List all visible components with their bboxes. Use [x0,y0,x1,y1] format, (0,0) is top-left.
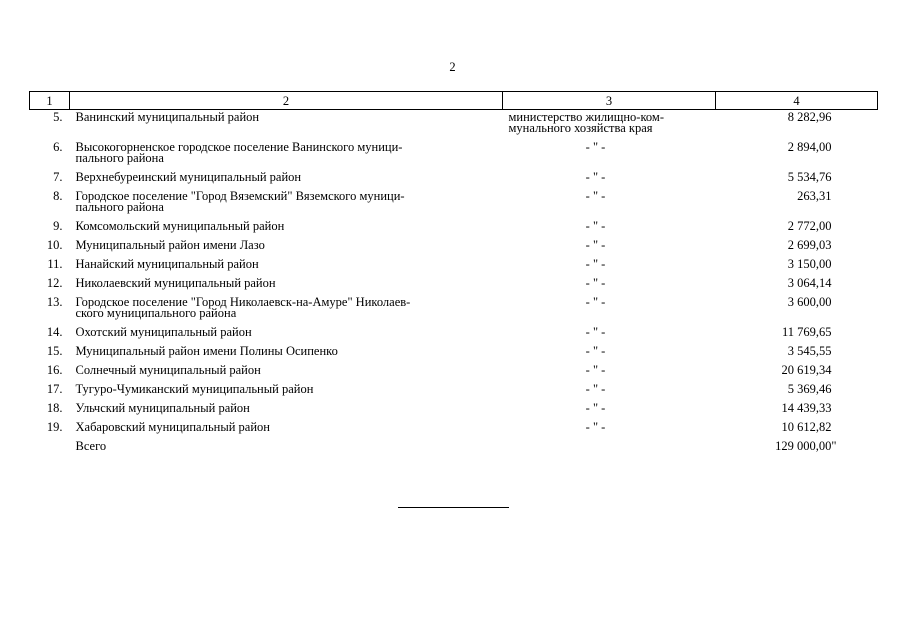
row-number: 15. [46,344,63,358]
municipality-name [70,217,503,236]
municipality-name-line: пального района [75,151,164,165]
table-row [30,293,878,323]
table-row [30,217,878,236]
total-empty-cell [30,437,70,456]
municipality-name [70,168,503,187]
municipality-name-line: ского муниципального района [75,306,237,320]
ministry-cell [503,380,716,399]
municipality-name-line: Тугуро-Чумиканский муниципальный район [75,382,314,396]
municipality-name [70,342,503,361]
page-number: 2 [449,60,456,74]
amount-cell: 3 150,00 [787,257,832,271]
row-number: 10. [46,238,63,252]
end-divider-line [398,507,509,508]
row-number: 7. [53,170,63,184]
ministry-line: - " - [585,401,606,415]
amount-cell: 2 699,03 [787,238,832,252]
municipality-name [70,361,503,380]
table-row [30,236,878,255]
ministry-line: - " - [585,276,606,290]
municipality-name-line: Городское поселение "Город Николаевск-на-Амуре" Николаев- [75,295,411,309]
amount-cell: 3 600,00 [787,295,832,309]
ministry-line: - " - [585,238,606,252]
municipality-name-line: пального района [75,200,164,214]
ministry-line: - " - [585,189,606,203]
municipality-name [70,323,503,342]
municipality-name-line: Николаевский муниципальный район [75,276,276,290]
municipality-name-line: Городское поселение "Город Вяземский" Вяземского муници- [75,189,405,203]
ministry-cell [503,217,716,236]
table-row [30,399,878,418]
header-col-1: 1 [30,92,70,110]
municipality-name [70,255,503,274]
municipality-name [70,399,503,418]
total-amount: 129 000,00" [775,439,837,453]
municipality-name-line: Ульчский муниципальный район [75,401,250,415]
row-number: 11. [47,257,63,271]
municipality-name [70,274,503,293]
municipality-name [70,380,503,399]
municipality-name [70,110,503,139]
ministry-cell [503,361,716,380]
ministry-cell [503,168,716,187]
amount-cell: 3 064,14 [787,276,832,290]
row-number: 19. [46,420,63,434]
municipality-name-line: Хабаровский муниципальный район [75,420,270,434]
total-empty-cell [503,437,716,456]
amount-cell: 263,31 [797,189,832,203]
amount-cell: 11 769,65 [781,325,832,339]
table-row [30,110,878,139]
amount-cell: 3 545,55 [787,344,832,358]
municipality-name-line: Ванинский муниципальный район [75,110,260,124]
total-row [30,437,878,456]
row-number: 6. [53,140,63,154]
ministry-line: - " - [585,325,606,339]
ministry-line: мунального хозяйства края [508,121,653,135]
municipality-name [70,293,503,323]
municipality-name [70,418,503,437]
municipality-name [70,138,503,168]
table-row [30,168,878,187]
ministry-cell [503,236,716,255]
municipality-name-line: Солнечный муниципальный район [75,363,261,377]
municipality-name-line: Комсомольский муниципальный район [75,219,285,233]
municipality-name-line: Муниципальный район имени Лазо [75,238,265,252]
ministry-line: - " - [585,344,606,358]
ministry-cell [503,342,716,361]
ministry-cell [503,187,716,217]
ministry-line: - " - [585,382,606,396]
amount-cell: 20 619,34 [781,363,832,377]
row-number: 14. [46,325,63,339]
row-number: 18. [46,401,63,415]
row-number: 17. [46,382,63,396]
table-header-row [30,92,878,110]
municipality-name-line: Верхнебуреинский муниципальный район [75,170,302,184]
header-col-3: 3 [503,92,716,110]
table-row [30,274,878,293]
ministry-line: - " - [585,257,606,271]
ministry-line: - " - [585,219,606,233]
municipality-name-line: Нанайский муниципальный район [75,257,259,271]
amount-cell: 8 282,96 [787,110,832,124]
municipality-name-line: Высокогорненское городское поселение Ванинского муници- [75,140,403,154]
header-col-2: 2 [70,92,503,110]
header-col-4: 4 [716,92,878,110]
ministry-line: - " - [585,140,606,154]
total-label: Всего [75,439,107,453]
ministry-cell [503,293,716,323]
ministry-line: - " - [585,295,606,309]
ministry-line: - " - [585,420,606,434]
ministry-line: министерство жилищно-ком- [508,110,664,124]
ministry-cell [503,255,716,274]
table-row [30,187,878,217]
municipality-name-line: Охотский муниципальный район [75,325,252,339]
row-number: 5. [53,110,63,124]
amount-cell: 5 534,76 [787,170,832,184]
row-number: 8. [53,189,63,203]
ministry-line: - " - [585,363,606,377]
amount-cell: 5 369,46 [787,382,832,396]
ministry-cell [503,418,716,437]
ministry-cell [503,399,716,418]
amount-cell: 2 772,00 [787,219,832,233]
municipality-name [70,187,503,217]
table-row [30,138,878,168]
table-row [30,323,878,342]
table-row [30,380,878,399]
amount-cell: 10 612,82 [781,420,832,434]
municipality-name-line: Муниципальный район имени Полины Осипенко [75,344,338,358]
row-number: 16. [46,363,63,377]
amount-cell: 14 439,33 [781,401,832,415]
row-number: 12. [46,276,63,290]
table-row [30,418,878,437]
allocation-table [29,91,878,456]
row-number: 9. [53,219,63,233]
table-row [30,255,878,274]
municipality-name [70,236,503,255]
ministry-cell [503,323,716,342]
row-number: 13. [46,295,63,309]
table-row [30,361,878,380]
ministry-cell [503,274,716,293]
ministry-cell [503,110,716,139]
amount-cell: 2 894,00 [787,140,832,154]
ministry-cell [503,138,716,168]
ministry-line: - " - [585,170,606,184]
table-row [30,342,878,361]
